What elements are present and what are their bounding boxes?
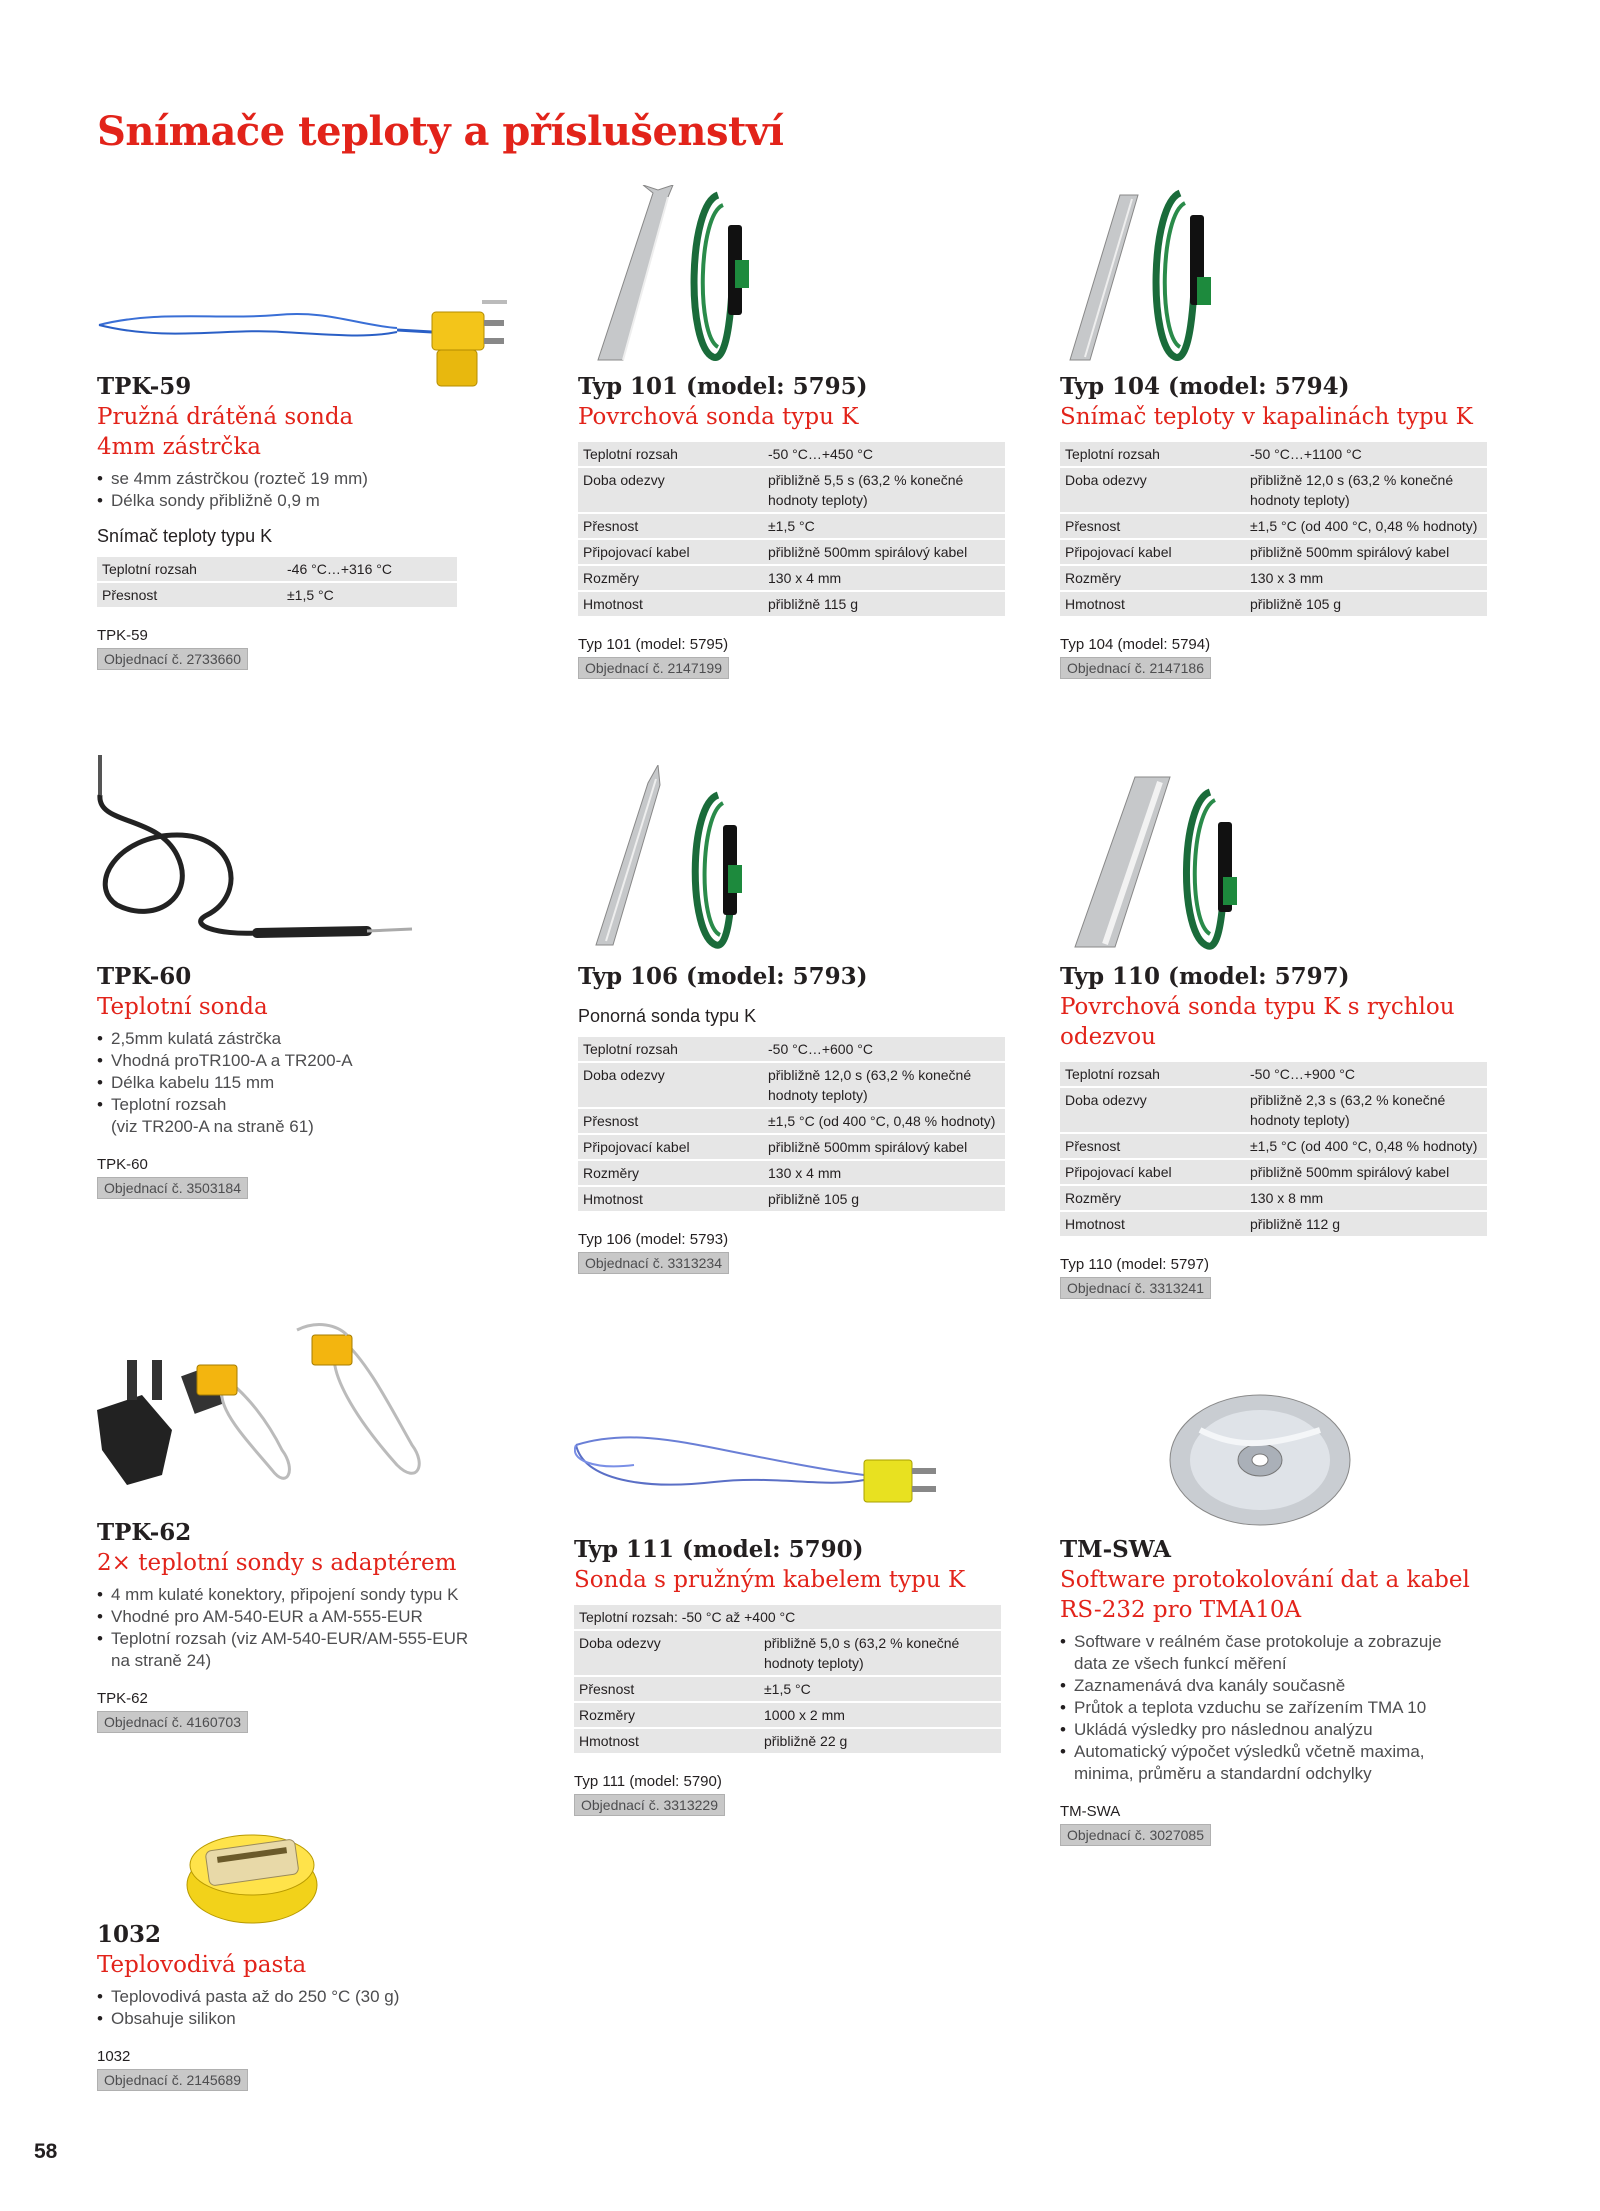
spec-key: Hmotnost bbox=[1060, 592, 1245, 616]
spec-value: přibližně 22 g bbox=[759, 1729, 1001, 1753]
feature-item: • 2,5mm kulatá zástrčka bbox=[97, 1028, 537, 1050]
feature-item: • Zaznamenává dva kanály současně bbox=[1060, 1675, 1500, 1697]
feature-item: • Délka sondy přibližně 0,9 m bbox=[97, 490, 537, 512]
spec-key: Doba odezvy bbox=[1060, 1088, 1245, 1132]
spec-key: Hmotnost bbox=[578, 592, 763, 616]
order-number: Objednací č. 2733660 bbox=[97, 648, 248, 670]
feature-list bbox=[97, 1028, 537, 1138]
spec-row bbox=[578, 1161, 1005, 1185]
spec-row bbox=[1060, 592, 1487, 616]
spec-key: Rozměry bbox=[574, 1703, 759, 1727]
product-label: Typ 106 (model: 5793) bbox=[578, 1231, 729, 1248]
product-label: Typ 104 (model: 5794) bbox=[1060, 636, 1211, 653]
spec-row bbox=[1060, 514, 1487, 538]
product-code: 1032 bbox=[97, 1921, 162, 1948]
product-code: Typ 111 (model: 5790) bbox=[574, 1536, 864, 1563]
spec-key: Rozměry bbox=[1060, 566, 1245, 590]
product-name: Software protokolování dat a kabel bbox=[1060, 1567, 1470, 1593]
spec-key: Rozměry bbox=[1060, 1186, 1245, 1210]
spec-key: Připojovací kabel bbox=[1060, 1160, 1245, 1184]
product-subtitle: Snímač teploty typu K bbox=[97, 526, 273, 546]
spec-row bbox=[1060, 1212, 1487, 1236]
liquid-probe-image bbox=[1060, 185, 1500, 365]
spec-value: 130 x 4 mm bbox=[763, 1161, 1005, 1185]
feature-item-continuation: (viz TR200-A na straně 61) bbox=[111, 1117, 314, 1136]
spec-key: Teplotní rozsah bbox=[1060, 442, 1245, 466]
spec-row bbox=[578, 468, 1005, 512]
spec-key: Teplotní rozsah bbox=[97, 557, 282, 581]
feature-item: • Automatický výpočet výsledků včetně maxima, bbox=[1060, 1741, 1500, 1763]
order-number: Objednací č. 4160703 bbox=[97, 1711, 248, 1733]
fast-surface-probe-image bbox=[1060, 772, 1500, 952]
product-name: Povrchová sonda typu K s rychlou bbox=[1060, 994, 1455, 1020]
spec-key: Doba odezvy bbox=[1060, 468, 1245, 512]
spec-key: Doba odezvy bbox=[578, 468, 763, 512]
spec-row bbox=[578, 566, 1005, 590]
black-cable-probe-image bbox=[97, 755, 537, 955]
feature-item: • Průtok a teplota vzduchu se zařízením TMA 10 bbox=[1060, 1697, 1500, 1719]
order-number: Objednací č. 3313229 bbox=[574, 1794, 725, 1816]
spec-row bbox=[578, 1109, 1005, 1133]
spec-key: Připojovací kabel bbox=[578, 540, 763, 564]
product-label: 1032 bbox=[97, 2048, 131, 2065]
spec-key: Hmotnost bbox=[1060, 1212, 1245, 1236]
spec-row bbox=[578, 1187, 1005, 1211]
spec-value: -50 °C…+1100 °C bbox=[1245, 442, 1487, 466]
feature-item: • 4 mm kulaté konektory, připojení sondy typu K bbox=[97, 1584, 537, 1606]
spec-key: Přesnost bbox=[1060, 1134, 1245, 1158]
product-label: Typ 101 (model: 5795) bbox=[578, 636, 729, 653]
spec-value: přibližně 2,3 s (63,2 % konečné hodnoty teploty) bbox=[1245, 1088, 1487, 1132]
spec-value: přibližně 5,0 s (63,2 % konečné hodnoty teploty) bbox=[759, 1631, 1001, 1675]
thermal-paste-tin-image bbox=[97, 1820, 537, 1930]
spec-value: ±1,5 °C bbox=[282, 583, 457, 607]
spec-row bbox=[1060, 1160, 1487, 1184]
product-label: TPK-62 bbox=[97, 1690, 148, 1707]
flexible-wire-probe-image bbox=[574, 1420, 1014, 1530]
spec-value: přibližně 112 g bbox=[1245, 1212, 1487, 1236]
spec-value: přibližně 500mm spirálový kabel bbox=[1245, 1160, 1487, 1184]
spec-row bbox=[1060, 468, 1487, 512]
spec-value: 130 x 3 mm bbox=[1245, 566, 1487, 590]
spec-table bbox=[1060, 1060, 1487, 1238]
product-code: TPK-60 bbox=[97, 963, 192, 990]
spec-value: přibližně 500mm spirálový kabel bbox=[763, 540, 1005, 564]
probes-with-adapter-image bbox=[97, 1300, 537, 1500]
spec-value: přibližně 500mm spirálový kabel bbox=[763, 1135, 1005, 1159]
product-label: TPK-60 bbox=[97, 1156, 148, 1173]
order-number: Objednací č. 2147199 bbox=[578, 657, 729, 679]
spec-value: ±1,5 °C bbox=[759, 1677, 1001, 1701]
product-code: Typ 104 (model: 5794) bbox=[1060, 373, 1350, 400]
product-name: Snímač teploty v kapalinách typu K bbox=[1060, 404, 1473, 430]
feature-list bbox=[1060, 1631, 1500, 1785]
order-number: Objednací č. 2147186 bbox=[1060, 657, 1211, 679]
spec-row bbox=[1060, 540, 1487, 564]
spec-row bbox=[578, 1135, 1005, 1159]
spec-value: ±1,5 °C (od 400 °C, 0,48 % hodnoty) bbox=[763, 1109, 1005, 1133]
spec-value: -50 °C…+450 °C bbox=[763, 442, 1005, 466]
spec-row bbox=[574, 1703, 1001, 1727]
feature-item: • Vhodná proTR100-A a TR200-A bbox=[97, 1050, 537, 1072]
product-name: 4mm zástrčka bbox=[97, 434, 261, 460]
software-cd-image bbox=[1060, 1390, 1500, 1530]
spec-key: Teplotní rozsah bbox=[578, 442, 763, 466]
feature-item: • Teplotní rozsah (viz AM-540-EUR/AM-555-EUR bbox=[97, 1628, 537, 1650]
product-name: Teplovodivá pasta bbox=[97, 1952, 307, 1978]
spec-value: přibližně 500mm spirálový kabel bbox=[1245, 540, 1487, 564]
spec-header: Teplotní rozsah: -50 °C až +400 °C bbox=[574, 1605, 1001, 1629]
product-label: TM-SWA bbox=[1060, 1803, 1121, 1820]
spec-row bbox=[1060, 1134, 1487, 1158]
spec-key: Připojovací kabel bbox=[1060, 540, 1245, 564]
spec-row bbox=[578, 1037, 1005, 1061]
spec-value: přibližně 12,0 s (63,2 % konečné hodnoty teploty) bbox=[763, 1063, 1005, 1107]
spec-row bbox=[1060, 442, 1487, 466]
product-code: TPK-62 bbox=[97, 1519, 192, 1546]
feature-list bbox=[97, 468, 537, 512]
product-name: Povrchová sonda typu K bbox=[578, 404, 859, 430]
spec-table bbox=[97, 555, 457, 609]
order-number: Objednací č. 3313241 bbox=[1060, 1277, 1211, 1299]
spec-key: Přesnost bbox=[578, 1109, 763, 1133]
feature-item-continuation: data ze všech funkcí měření bbox=[1074, 1654, 1287, 1673]
product-name: odezvou bbox=[1060, 1024, 1156, 1050]
product-label: Typ 111 (model: 5790) bbox=[574, 1773, 722, 1790]
product-name: 2× teplotní sondy s adaptérem bbox=[97, 1550, 457, 1576]
feature-item: • Software v reálném čase protokoluje a zobrazuje bbox=[1060, 1631, 1500, 1653]
product-code: Typ 101 (model: 5795) bbox=[578, 373, 868, 400]
surface-probe-image bbox=[578, 185, 1018, 365]
product-label: Typ 110 (model: 5797) bbox=[1060, 1256, 1209, 1273]
product-code: Typ 110 (model: 5797) bbox=[1060, 963, 1350, 990]
spec-value: -46 °C…+316 °C bbox=[282, 557, 457, 581]
spec-row bbox=[574, 1729, 1001, 1753]
product-name: Teplotní sonda bbox=[97, 994, 268, 1020]
spec-value: přibližně 105 g bbox=[1245, 592, 1487, 616]
spec-value: -50 °C…+900 °C bbox=[1245, 1062, 1487, 1086]
product-name: Sonda s pružným kabelem typu K bbox=[574, 1567, 966, 1593]
spec-value: 130 x 8 mm bbox=[1245, 1186, 1487, 1210]
spec-table bbox=[578, 440, 1005, 618]
product-code: TM-SWA bbox=[1060, 1536, 1171, 1563]
feature-item: • se 4mm zástrčkou (rozteč 19 mm) bbox=[97, 468, 537, 490]
spec-key: Hmotnost bbox=[574, 1729, 759, 1753]
spec-key: Rozměry bbox=[578, 566, 763, 590]
spec-key: Hmotnost bbox=[578, 1187, 763, 1211]
spec-key: Teplotní rozsah bbox=[1060, 1062, 1245, 1086]
product-code: TPK-59 bbox=[97, 373, 192, 400]
page-number: 58 bbox=[34, 2140, 58, 2163]
spec-value: ±1,5 °C (od 400 °C, 0,48 % hodnoty) bbox=[1245, 1134, 1487, 1158]
spec-key: Přesnost bbox=[578, 514, 763, 538]
spec-row bbox=[578, 592, 1005, 616]
feature-item-continuation: na straně 24) bbox=[111, 1651, 212, 1670]
order-number: Objednací č. 3313234 bbox=[578, 1252, 729, 1274]
spec-row bbox=[1060, 1062, 1487, 1086]
order-number: Objednací č. 3503184 bbox=[97, 1177, 248, 1199]
spec-key: Přesnost bbox=[574, 1677, 759, 1701]
spec-row bbox=[1060, 566, 1487, 590]
spec-table bbox=[574, 1603, 1001, 1755]
spec-row bbox=[574, 1605, 1001, 1629]
spec-value: přibližně 115 g bbox=[763, 592, 1005, 616]
spec-row bbox=[97, 583, 457, 607]
spec-row bbox=[578, 514, 1005, 538]
feature-list bbox=[97, 1986, 537, 2030]
spec-key: Přesnost bbox=[1060, 514, 1245, 538]
spec-value: přibližně 12,0 s (63,2 % konečné hodnoty teploty) bbox=[1245, 468, 1487, 512]
spec-key: Doba odezvy bbox=[578, 1063, 763, 1107]
feature-item-continuation: minima, průměru a standardní odchylky bbox=[1074, 1764, 1372, 1783]
spec-table bbox=[578, 1035, 1005, 1213]
spec-row bbox=[578, 442, 1005, 466]
order-number: Objednací č. 3027085 bbox=[1060, 1824, 1211, 1846]
feature-item: • Délka kabelu 115 mm bbox=[97, 1072, 537, 1094]
spec-row bbox=[574, 1631, 1001, 1675]
spec-row bbox=[1060, 1186, 1487, 1210]
product-name: Pružná drátěná sonda bbox=[97, 404, 354, 430]
spec-row bbox=[574, 1677, 1001, 1701]
feature-item: • Ukládá výsledky pro následnou analýzu bbox=[1060, 1719, 1500, 1741]
product-subtitle: Ponorná sonda typu K bbox=[578, 1006, 757, 1026]
spec-key: Teplotní rozsah bbox=[578, 1037, 763, 1061]
page-title: Snímače teploty a příslušenství bbox=[97, 108, 784, 155]
spec-value: přibližně 5,5 s (63,2 % konečné hodnoty teploty) bbox=[763, 468, 1005, 512]
spec-key: Rozměry bbox=[578, 1161, 763, 1185]
spec-key: Přesnost bbox=[97, 583, 282, 607]
feature-item: • Teplotní rozsah bbox=[97, 1094, 537, 1116]
order-number: Objednací č. 2145689 bbox=[97, 2069, 248, 2091]
feature-item: • Obsahuje silikon bbox=[97, 2008, 537, 2030]
spec-key: Doba odezvy bbox=[574, 1631, 759, 1675]
feature-list bbox=[97, 1584, 537, 1672]
spec-value: 130 x 4 mm bbox=[763, 566, 1005, 590]
spec-row bbox=[578, 540, 1005, 564]
feature-item: • Teplovodivá pasta až do 250 °C (30 g) bbox=[97, 1986, 537, 2008]
spec-key: Připojovací kabel bbox=[578, 1135, 763, 1159]
spec-value: 1000 x 2 mm bbox=[759, 1703, 1001, 1727]
spec-value: -50 °C…+600 °C bbox=[763, 1037, 1005, 1061]
spec-row bbox=[1060, 1088, 1487, 1132]
spec-value: ±1,5 °C (od 400 °C, 0,48 % hodnoty) bbox=[1245, 514, 1487, 538]
spec-value: přibližně 105 g bbox=[763, 1187, 1005, 1211]
spec-row bbox=[97, 557, 457, 581]
spec-table bbox=[1060, 440, 1487, 618]
product-code: Typ 106 (model: 5793) bbox=[578, 963, 868, 990]
feature-item: • Vhodné pro AM-540-EUR a AM-555-EUR bbox=[97, 1606, 537, 1628]
product-name: RS-232 pro TMA10A bbox=[1060, 1597, 1302, 1623]
product-label: TPK-59 bbox=[97, 627, 148, 644]
immersion-probe-image bbox=[578, 765, 1018, 950]
spec-value: ±1,5 °C bbox=[763, 514, 1005, 538]
spec-row bbox=[578, 1063, 1005, 1107]
